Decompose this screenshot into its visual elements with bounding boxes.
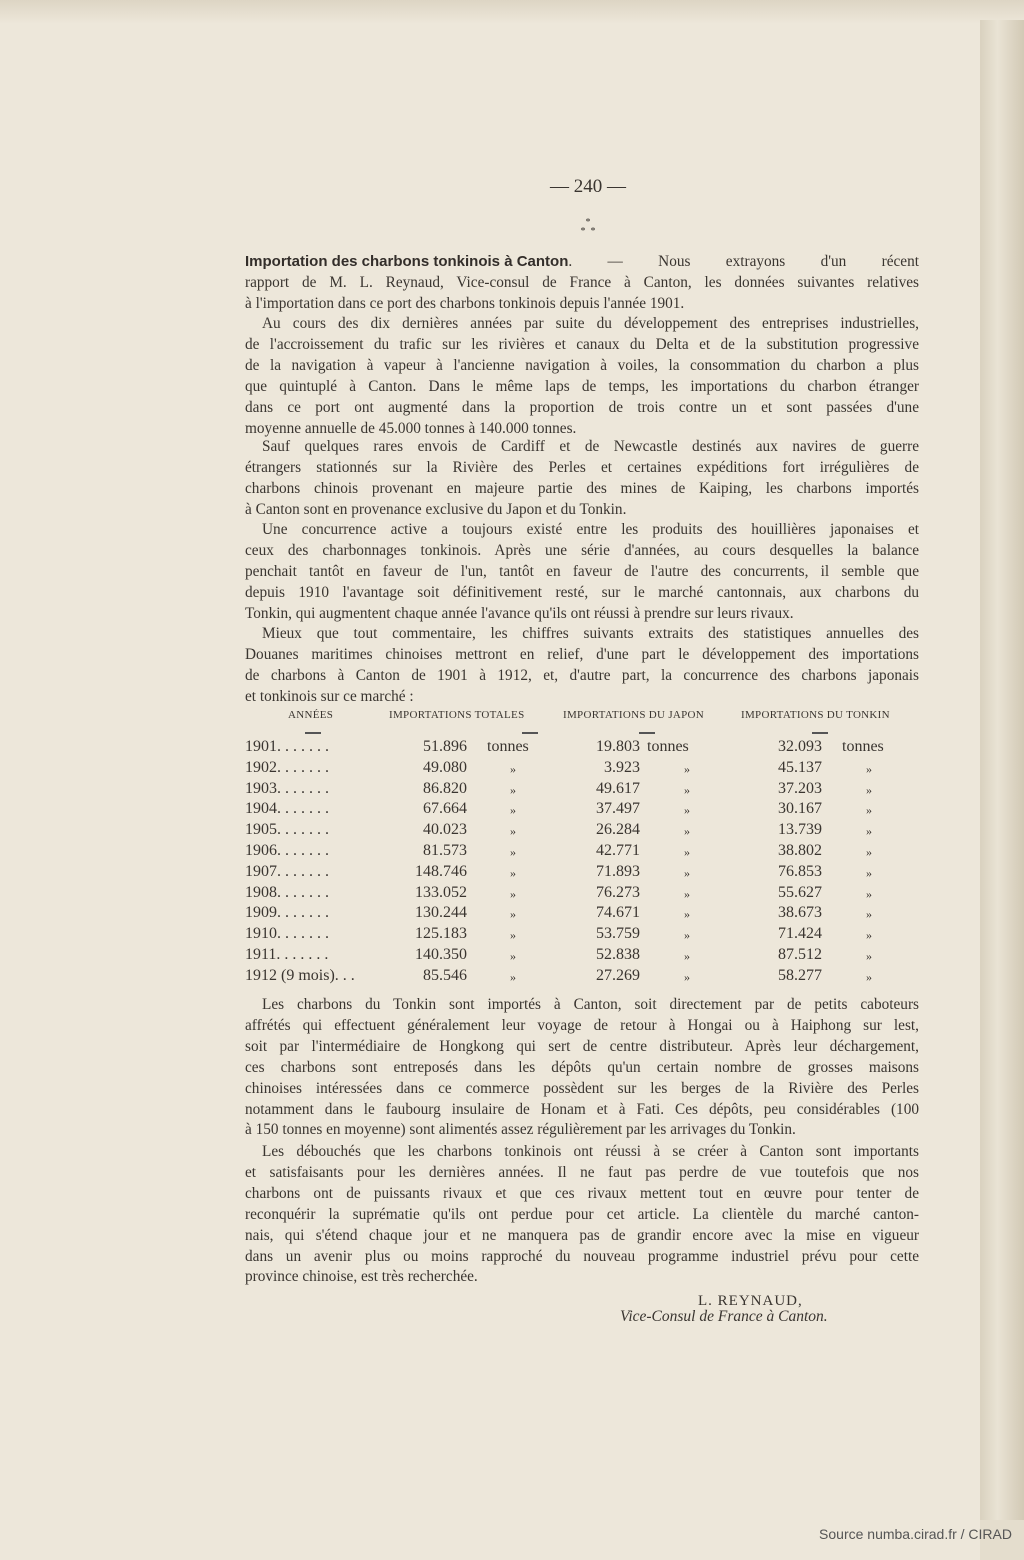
article-title: Importation des charbons tonkinois à Canton — [245, 253, 569, 270]
year-label: 1907. . . . . . . — [245, 862, 329, 880]
text-line: Tonkin, qui augmentent chaque année l'avance qu'ils ont réussi à prendre sur leurs rivaux. — [245, 604, 794, 622]
import-value: 71.424 — [778, 925, 822, 943]
text-line: notamment dans le faubourg insulaire de Honam et à Fati. Ces dépôts, peu considérables (100 — [245, 1100, 919, 1118]
import-value: 140.350 — [415, 946, 467, 963]
year-label: 1902. . . . . . . — [245, 758, 329, 776]
ditto-mark: » — [866, 969, 872, 984]
text-line: Les débouchés que les charbons tonkinois ont réussi à se créer à Canton sont importants — [262, 1143, 919, 1160]
ditto-mark: » — [684, 782, 690, 797]
ditto-mark: » — [866, 907, 872, 922]
text-line: Une concurrence active a toujours existé entre les produits des houillières japonaises et — [262, 521, 919, 538]
ditto-mark: » — [510, 969, 516, 984]
unit-label: tonnes — [647, 738, 689, 755]
text-line: étrangers stationnés sur la Rivière des Perles et certaines expéditions fort irrégulières de — [245, 458, 919, 476]
text-line: à l'importation dans ce port des charbons tonkinois depuis l'année 1901. — [245, 294, 685, 312]
text-line: Les charbons du Tonkin sont importés à Canton, soit directement par de petits caboteurs — [262, 996, 919, 1013]
ditto-mark: » — [684, 907, 690, 922]
ditto-mark: » — [510, 782, 516, 797]
text-line: nais, qui s'étend chaque jour et ne manquera pas de grandir encore avec la mise en vigueur — [245, 1226, 919, 1244]
ditto-mark: » — [510, 845, 516, 859]
import-value: 81.573 — [423, 842, 467, 859]
import-value: 148.746 — [415, 862, 467, 880]
text-line-content: . — Nous extrayons d'un récent — [568, 253, 919, 270]
ditto-mark: » — [510, 928, 516, 943]
ditto-mark: » — [866, 824, 872, 839]
ditto-mark: » — [866, 886, 872, 901]
ditto-mark: » — [510, 949, 516, 963]
ditto-mark: » — [866, 928, 872, 943]
text-line: dans un avenir plus ou moins rapproché du nouveau programme industriel prévu pour cette — [245, 1247, 919, 1265]
year-label: 1909. . . . . . . — [245, 904, 329, 922]
import-value: 76.853 — [778, 862, 822, 880]
signature-title: Vice-Consul de France à Canton. — [620, 1308, 828, 1325]
text-line: affrétés qui effectuent généralement leur voyage de retour à Hongai ou à Haiphong sur lest, — [245, 1016, 919, 1034]
page-number: — 240 — — [550, 176, 626, 197]
text-line: province chinoise, est très recherchée. — [245, 1268, 478, 1286]
text-line: Mieux que tout commentaire, les chiffres suivants extraits des statistiques annuelles des — [262, 625, 919, 642]
text-line: Au cours des dix dernières années par suite du développement des entreprises industrielles, — [262, 315, 919, 332]
ditto-mark: » — [684, 824, 690, 839]
import-value: 130.244 — [415, 904, 467, 922]
header-rule — [522, 732, 538, 734]
import-value: 85.546 — [423, 966, 467, 984]
ditto-mark: » — [866, 782, 872, 797]
page-top-shadow — [0, 0, 1024, 24]
import-value: 51.896 — [423, 738, 467, 755]
unit-label: tonnes — [842, 738, 884, 755]
text-line: Sauf quelques rares envois de Cardiff et de Newcastle destinés aux navires de guerre — [262, 438, 919, 455]
year-label: 1912 (9 mois). . . — [245, 966, 355, 984]
ditto-mark: » — [684, 865, 690, 880]
year-label: 1901. . . . . . . — [245, 738, 329, 755]
import-value: 133.052 — [415, 883, 467, 901]
import-value: 37.203 — [778, 779, 822, 797]
header-rule — [305, 732, 321, 734]
import-value: 125.183 — [415, 925, 467, 943]
column-header: ANNÉES — [288, 709, 334, 721]
text-line: ceux des charbonnages tonkinois. Après une série d'années, au cours desquelles la balance — [245, 541, 919, 559]
text-line: et tonkinois sur ce marché : — [245, 687, 414, 705]
import-value: 53.759 — [596, 925, 640, 943]
import-value: 38.673 — [778, 904, 822, 922]
text-line: reconquérir la suprématie qu'ils ont perdue pour cet article. La clientèle du marché canton- — [245, 1205, 919, 1223]
import-value: 38.802 — [778, 842, 822, 859]
text-line: chinoises intéressées dans ce commerce possèdent sur les berges de la Rivière des Perles — [245, 1079, 919, 1097]
text-line: rapport de M. L. Reynaud, Vice-consul de France à Canton, les données suivantes relatives — [245, 273, 919, 291]
ditto-mark: » — [684, 928, 690, 943]
text-line: depuis 1910 l'avantage soit définitivement resté, sur le marché cantonnais, aux charbons du — [245, 583, 919, 601]
year-label: 1906. . . . . . . — [245, 842, 329, 859]
import-value: 58.277 — [778, 966, 822, 984]
column-header: IMPORTATIONS DU TONKIN — [741, 709, 890, 721]
text-line: ces charbons sont entreposés dans les dépôts qu'un certain nombre de grosses maisons — [245, 1058, 919, 1076]
ditto-mark: » — [510, 886, 516, 901]
page-stack-edge — [980, 20, 1024, 1520]
ditto-mark: » — [866, 845, 872, 859]
import-value: 42.771 — [596, 842, 640, 859]
ditto-mark: » — [684, 949, 690, 963]
ditto-mark: » — [866, 865, 872, 880]
ditto-mark: » — [510, 803, 516, 818]
import-value: 55.627 — [778, 883, 822, 901]
import-value: 52.838 — [596, 946, 640, 963]
ditto-mark: » — [866, 949, 872, 963]
import-value: 26.284 — [596, 821, 640, 839]
import-value: 74.671 — [596, 904, 640, 922]
year-label: 1905. . . . . . . — [245, 821, 329, 839]
ditto-mark: » — [684, 761, 690, 776]
import-value: 3.923 — [604, 758, 640, 776]
text-line: que quintuplé à Canton. Dans le même laps de temps, les importations du charbon étranger — [245, 377, 919, 395]
column-header: IMPORTATIONS DU JAPON — [563, 709, 705, 721]
year-label: 1911. . . . . . . — [245, 946, 329, 963]
text-line: à Canton sont en provenance exclusive du Japon et du Tonkin. — [245, 500, 627, 518]
import-value: 45.137 — [778, 758, 822, 776]
import-value: 37.497 — [596, 800, 640, 818]
import-value: 67.664 — [423, 800, 467, 818]
signature-name: L. REYNAUD, — [698, 1293, 803, 1309]
ditto-mark: » — [684, 803, 690, 818]
year-label: 1904. . . . . . . — [245, 800, 329, 818]
text-line — [245, 252, 919, 272]
import-value: 49.617 — [596, 779, 640, 797]
import-value: 76.273 — [596, 883, 640, 901]
text-line: dans ce port ont augmenté dans la proportion de trois contre un et sont passées d'une — [245, 398, 919, 416]
text-line: et satisfaisants pour les dernières années. Il ne faut pas perdre de vue toutefois que nos — [245, 1163, 919, 1181]
text-line: de la navigation à vapeur à l'ancienne navigation à voiles, la consommation du charbon a plus — [245, 356, 919, 374]
import-value: 87.512 — [778, 946, 822, 963]
import-value: 27.269 — [596, 966, 640, 984]
ditto-mark: » — [510, 824, 516, 839]
ditto-mark: » — [866, 761, 872, 776]
column-header: IMPORTATIONS TOTALES — [389, 709, 525, 721]
ditto-mark: » — [510, 761, 516, 776]
text-line: de l'accroissement du trafic sur les rivières et canaux du Delta et de la substitution progressive — [245, 335, 919, 353]
header-rule — [639, 732, 655, 734]
year-label: 1910. . . . . . . — [245, 925, 329, 943]
header-rule — [812, 732, 828, 734]
asterism-ornament: * * * — [580, 217, 596, 237]
import-value: 13.739 — [778, 821, 822, 839]
source-footer[interactable]: Source numba.cirad.fr / CIRAD — [819, 1526, 1012, 1542]
ditto-mark: » — [684, 886, 690, 901]
import-value: 71.893 — [596, 862, 640, 880]
text-line: moyenne annuelle de 45.000 tonnes à 140.000 tonnes. — [245, 419, 577, 437]
import-value: 40.023 — [423, 821, 467, 839]
text-line: soit par l'intermédiaire de Hongkong qui sert de centre distributeur. Après leur déchargement, — [245, 1037, 919, 1055]
text-line: Douanes maritimes chinoises mettront en relief, d'une part le développement des importations — [245, 645, 919, 663]
text-line: charbons ont de puissants rivaux et que ces rivaux mettent tout en œuvre pour tenter de — [245, 1184, 919, 1202]
ditto-mark: » — [684, 845, 690, 859]
import-value: 49.080 — [423, 758, 467, 776]
import-value: 19.803 — [596, 738, 640, 755]
import-value: 30.167 — [778, 800, 822, 818]
text-line: de charbons à Canton de 1901 à 1912, et, d'autre part, la concurrence des charbons japonais — [245, 666, 919, 684]
year-label: 1908. . . . . . . — [245, 883, 329, 901]
year-label: 1903. . . . . . . — [245, 779, 329, 797]
ditto-mark: » — [866, 803, 872, 818]
unit-label: tonnes — [487, 738, 529, 755]
ditto-mark: » — [510, 907, 516, 922]
import-value: 86.820 — [423, 779, 467, 797]
ditto-mark: » — [510, 865, 516, 880]
text-line: penchait tantôt en faveur de l'un, tantôt en faveur de l'autre des concurrents, il semble que — [245, 562, 919, 580]
import-value: 32.093 — [778, 738, 822, 755]
ditto-mark: » — [684, 969, 690, 984]
text-line: à 150 tonnes en moyenne) sont alimentés assez régulièrement par les arrivages du Tonkin. — [245, 1121, 796, 1139]
text-line: charbons chinois provenant en majeure partie des mines de Kaiping, les charbons importés — [245, 479, 919, 497]
